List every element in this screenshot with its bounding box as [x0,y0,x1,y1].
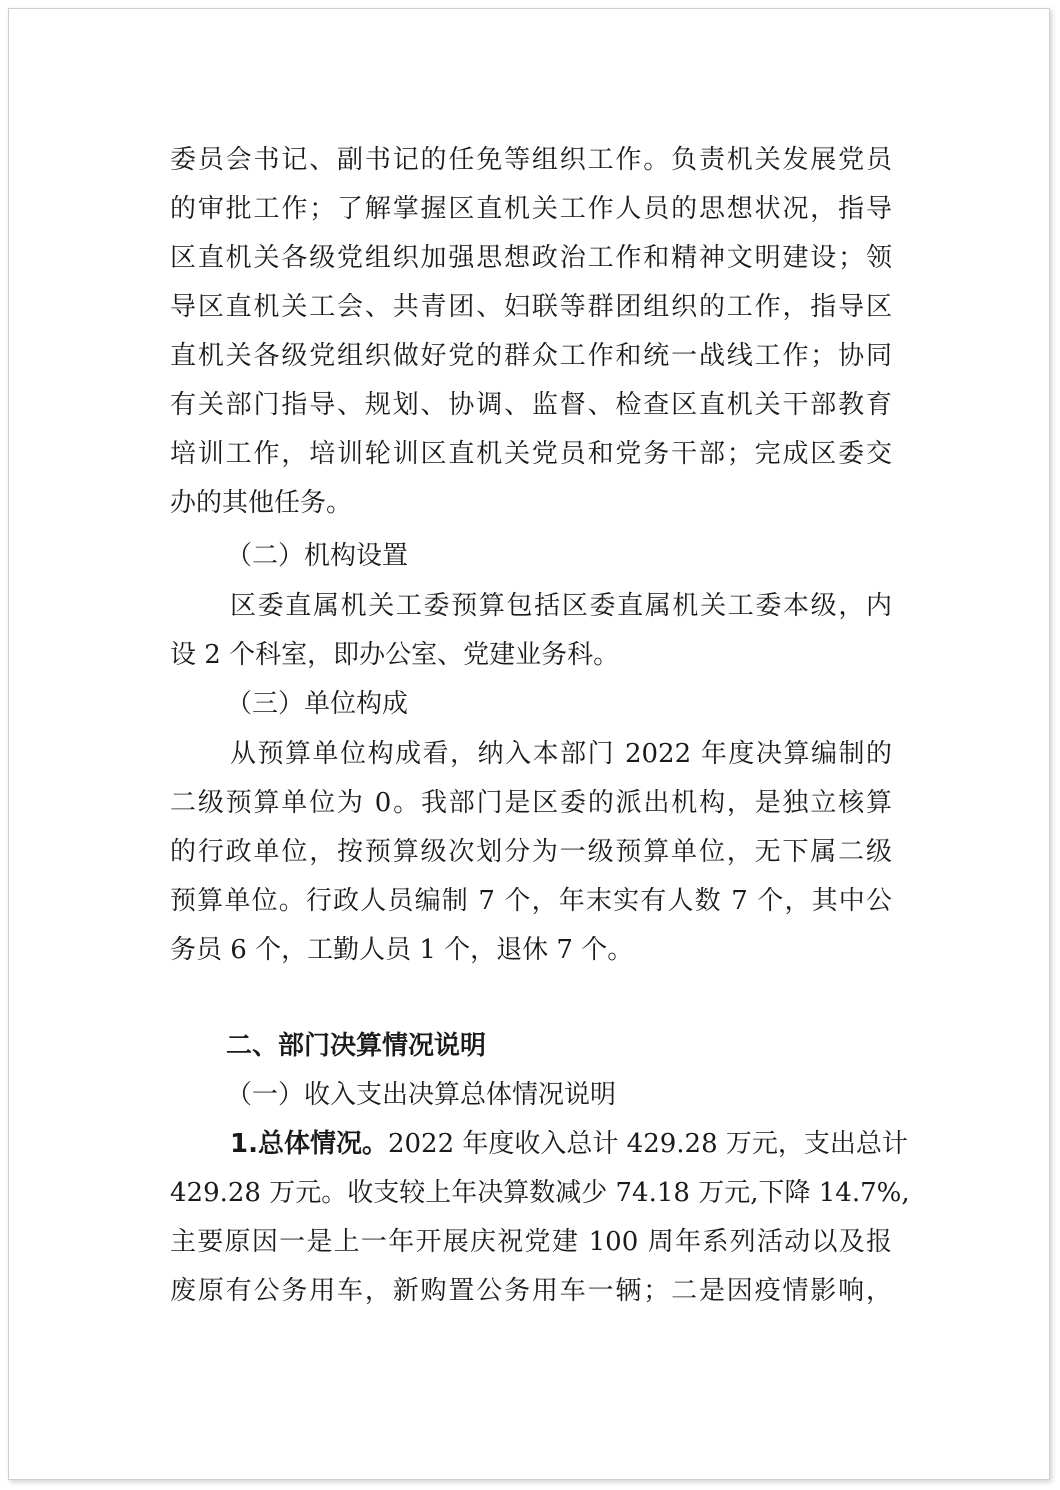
body-line: 区委直属机关工委预算包括区委直属机关工委本级，内 [230,591,892,621]
body-line: 二级预算单位为 0。我部门是区委的派出机构，是独立核算 [170,788,892,818]
section-heading-units: （三）单位构成 [226,689,409,719]
part-heading: 二、部门决算情况说明 [226,1031,487,1061]
section-heading-org: （二）机构设置 [226,541,409,571]
body-line: 的行政单位，按预算级次划分为一级预算单位，无下属二级 [170,837,892,867]
body-line: 务员 6 个，工勤人员 1 个，退休 7 个。 [170,935,634,965]
body-line: 培训工作，培训轮训区直机关党员和党务干部；完成区委交 [170,439,892,469]
body-line: 直机关各级党组织做好党的群众工作和统一战线工作；协同 [170,341,892,371]
body-line: 区直机关各级党组织加强思想政治工作和精神文明建设；领 [170,243,892,273]
body-line: 预算单位。行政人员编制 7 个，年末实有人数 7 个，其中公 [170,886,892,916]
body-line: 导区直机关工会、共青团、妇联等群团组织的工作，指导区 [170,292,892,322]
body-line: 废原有公务用车，新购置公务用车一辆；二是因疫情影响， [170,1276,892,1306]
body-line: 委员会书记、副书记的任免等组织工作。负责机关发展党员 [170,145,892,175]
body-line: 429.28 万元。收支较上年决算数减少 74.18 万元,下降 14.7%, [170,1178,910,1208]
overall-first-line [170,1124,908,1164]
body-line: 设 2 个科室，即办公室、党建业务科。 [170,640,620,670]
body-line: 从预算单位构成看，纳入本部门 2022 年度决算编制的 [230,739,892,769]
overall-first-line-text: 2022 年度收入总计 429.28 万元，支出总计 [387,1129,908,1159]
body-line: 的审批工作；了解掌握区直机关工作人员的思想状况，指导 [170,194,892,224]
body-line: 办的其他任务。 [170,488,353,518]
body-line: 有关部门指导、规划、协调、监督、检查区直机关干部教育 [170,390,892,420]
overall-label: 1.总体情况。 [230,1129,388,1159]
subsection-heading: （一）收入支出决算总体情况说明 [226,1080,617,1110]
body-line: 主要原因一是上一年开展庆祝党建 100 周年系列活动以及报 [170,1227,892,1257]
